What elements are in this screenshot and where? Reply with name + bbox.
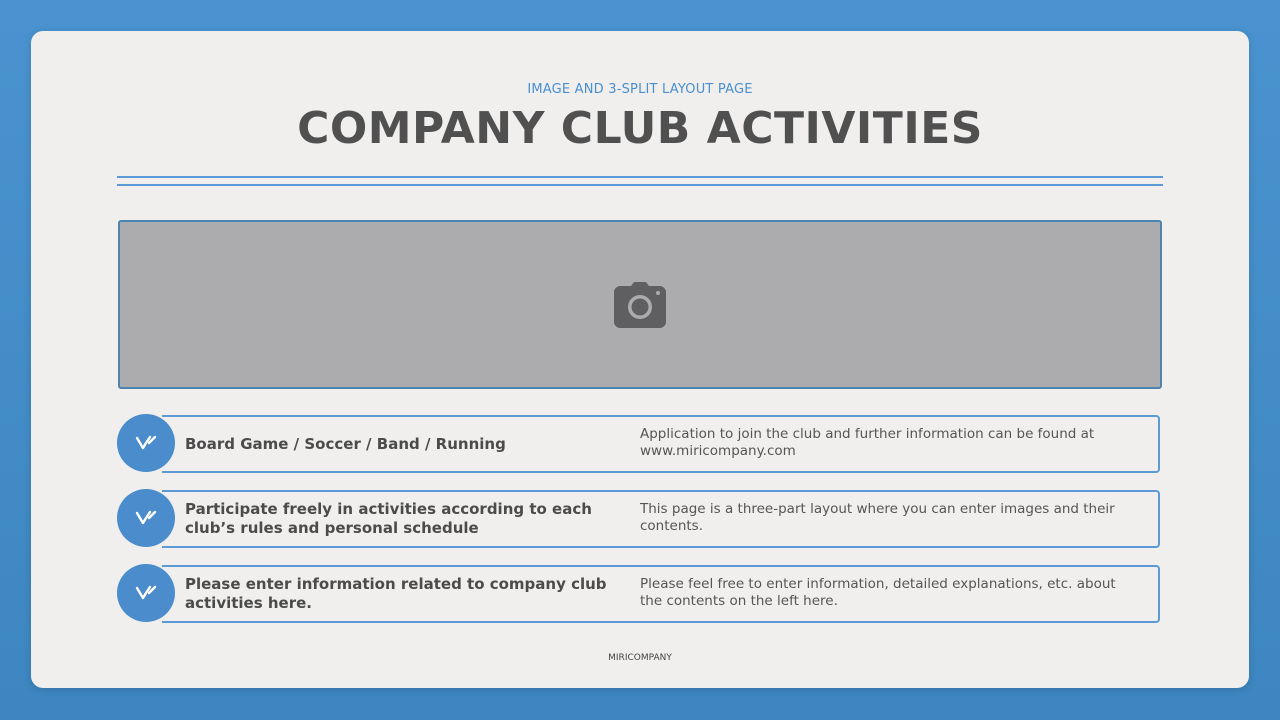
list-item — [117, 565, 1163, 623]
list-item — [117, 490, 1163, 548]
list-item-description: Please feel free to enter information, detailed explanations, etc. about the contents on the left here. — [640, 576, 1116, 609]
title-divider — [117, 176, 1163, 186]
check-icon — [135, 510, 157, 526]
page-title: COMPANY CLUB ACTIVITIES — [297, 103, 983, 154]
list-item — [117, 415, 1163, 473]
page-subtitle: IMAGE AND 3-SPLIT LAYOUT PAGE — [527, 82, 753, 97]
slide-card — [31, 31, 1249, 688]
check-badge — [117, 414, 175, 472]
list-item-title: Participate freely in activities according to each club’s rules and personal schedule — [185, 500, 592, 537]
list-item-description: This page is a three-part layout where you can enter images and their contents. — [640, 501, 1115, 534]
check-icon — [135, 435, 157, 451]
list-item-description: Application to join the club and further information can be found at www.miricompany.com — [640, 426, 1095, 459]
check-badge — [117, 564, 175, 622]
check-icon — [135, 585, 157, 601]
footer-brand: MIRICOMPANY — [608, 653, 672, 663]
list-item-title: Please enter information related to company club activities here. — [185, 575, 607, 612]
camera-icon — [614, 282, 666, 328]
image-placeholder[interactable] — [118, 220, 1162, 389]
check-badge — [117, 489, 175, 547]
list-item-title: Board Game / Soccer / Band / Running — [185, 434, 506, 453]
